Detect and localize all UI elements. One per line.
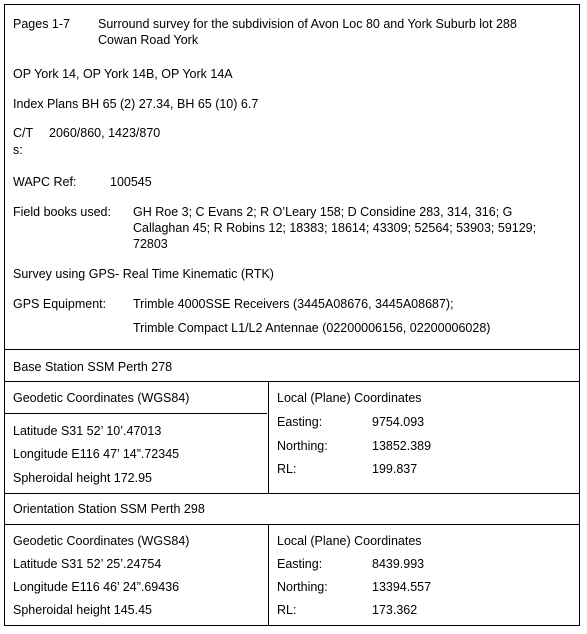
- orientation-station-heading: Orientation Station SSM Perth 298: [13, 502, 205, 516]
- base-spheroidal-height: Spheroidal height 172.95: [13, 471, 153, 485]
- title-line-1: Surround survey for the subdivision of Avon Loc 80 and York Suburb lot 288: [98, 17, 517, 31]
- divider: [5, 349, 579, 350]
- base-station-heading: Base Station SSM Perth 278: [13, 360, 173, 374]
- ct-value: 2060/860, 1423/870: [49, 126, 161, 140]
- field-books-line-1: GH Roe 3; C Evans 2; R O’Leary 158; D Considine 283, 314, 316; G: [133, 205, 513, 219]
- base-geo-heading: Geodetic Coordinates (WGS84): [13, 391, 190, 405]
- orient-rl-value: 173.362: [372, 603, 418, 617]
- orient-local-heading: Local (Plane) Coordinates: [277, 534, 422, 548]
- ct-label-2: s:: [13, 143, 23, 157]
- gps-equipment-line-1: Trimble 4000SSE Receivers (3445A08676, 3445A08687);: [133, 297, 454, 311]
- field-books-label: Field books used:: [13, 205, 111, 219]
- wapc-value: 100545: [110, 175, 152, 189]
- field-books-line-2: Callaghan 45; R Robins 12; 18383; 18614; 43309; 52564; 53903; 59129;: [133, 221, 537, 235]
- survey-record-table: [4, 4, 580, 626]
- orient-longitude: Longitude E116 46’ 24”.69436: [13, 580, 180, 594]
- ct-label-1: C/T: [13, 126, 34, 140]
- base-rl-value: 199.837: [372, 462, 418, 476]
- base-latitude: Latitude S31 52’ 10’.47013: [13, 424, 162, 438]
- orient-geo-heading: Geodetic Coordinates (WGS84): [13, 534, 190, 548]
- orient-latitude: Latitude S31 52’ 25’.24754: [13, 557, 162, 571]
- orient-northing-value: 13394.557: [372, 580, 432, 594]
- gps-equipment-label: GPS Equipment:: [13, 297, 107, 311]
- column-divider: [268, 524, 269, 626]
- survey-method-line: Survey using GPS- Real Time Kinematic (RTK): [13, 267, 274, 281]
- base-easting-label: Easting:: [277, 415, 323, 429]
- column-divider: [268, 381, 269, 493]
- orient-spheroidal-height: Spheroidal height 145.45: [13, 603, 153, 617]
- divider: [5, 524, 579, 525]
- field-books-line-3: 72803: [133, 237, 168, 251]
- pages-label: Pages 1-7: [13, 17, 70, 31]
- base-northing-value: 13852.389: [372, 439, 432, 453]
- divider: [5, 413, 267, 414]
- gps-equipment-line-2: Trimble Compact L1/L2 Antennae (02200006156, 02200006028): [133, 321, 491, 335]
- orient-rl-label: RL:: [277, 603, 297, 617]
- orient-easting-label: Easting:: [277, 557, 323, 571]
- base-local-heading: Local (Plane) Coordinates: [277, 391, 422, 405]
- base-rl-label: RL:: [277, 462, 297, 476]
- orient-northing-label: Northing:: [277, 580, 328, 594]
- orient-easting-value: 8439.993: [372, 557, 425, 571]
- wapc-label: WAPC Ref:: [13, 175, 77, 189]
- index-plans-line: Index Plans BH 65 (2) 27.34, BH 65 (10) 6.7: [13, 97, 259, 111]
- base-northing-label: Northing:: [277, 439, 328, 453]
- divider: [5, 493, 579, 494]
- divider: [5, 381, 579, 382]
- title-line-2: Cowan Road York: [98, 33, 199, 47]
- base-easting-value: 9754.093: [372, 415, 425, 429]
- op-line: OP York 14, OP York 14B, OP York 14A: [13, 67, 233, 81]
- base-longitude: Longitude E116 47’ 14”.72345: [13, 447, 180, 461]
